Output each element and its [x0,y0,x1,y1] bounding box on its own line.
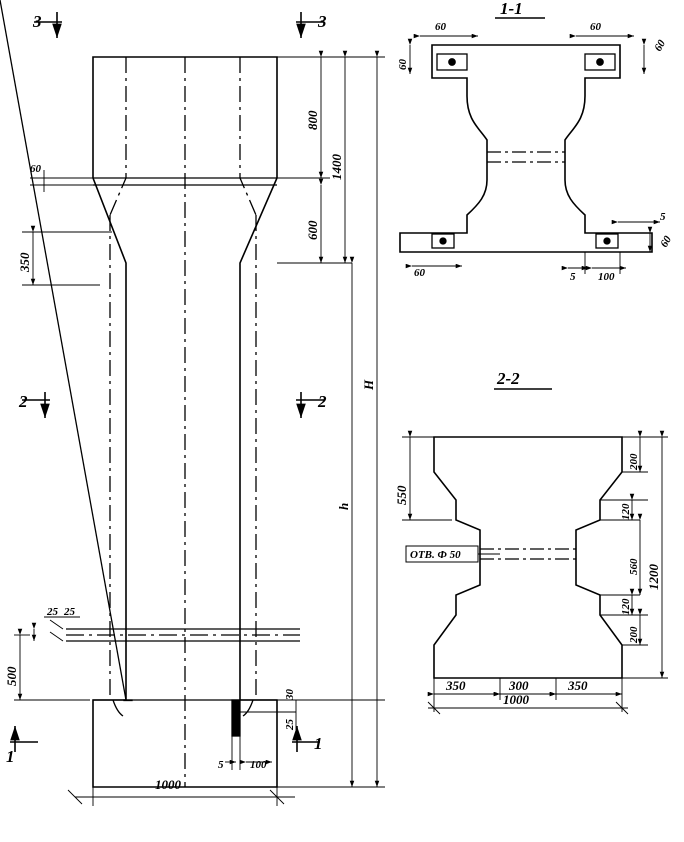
elevation-bottom-detail [0,0,277,736]
dim-60-right-vert: 60 [658,233,675,250]
dim-350-left: 350 [446,678,466,693]
section-1-1-title: 1-1 [500,0,523,18]
hole-note-label: ОТВ. Ф 50 [410,549,461,561]
elevation-bottom-dimensions [68,700,300,806]
section-mark-1-right-label: 1 [314,734,323,753]
dim-5-bottom: 5 [218,759,224,771]
elevation-left-dimensions [14,170,112,700]
dim-500: 500 [4,666,19,686]
dim-1000-section: 1000 [503,692,529,707]
dim-5-bottom-s1: 5 [570,271,576,283]
dim-60-bottom-left: 60 [414,267,425,279]
dim-60-top-left: 60 [435,21,446,33]
dim-200-top: 200 [628,453,640,470]
section-2-2-outline [434,437,622,678]
dim-600: 600 [305,220,320,240]
dim-25-b: 25 [64,606,75,618]
dim-H: H [361,379,376,390]
dim-30: 30 [284,689,296,700]
dim-300: 300 [509,678,529,693]
dim-1400: 1400 [329,154,344,180]
dim-560: 560 [628,558,640,575]
dim-5-right: 5 [660,211,666,223]
dim-1200: 1200 [646,564,661,590]
section-1-1-outline [400,45,652,252]
dim-800: 800 [305,110,320,130]
dim-60-top-left-vert: 60 [397,59,409,70]
section-1-1-hidden-lines [487,152,565,162]
dim-350-right: 350 [568,678,588,693]
elevation-mid-band [66,629,300,641]
dim-120-bottom: 120 [620,598,632,615]
dim-25-c: 25 [284,719,296,730]
dim-60-top-right: 60 [590,21,601,33]
section-mark-1-left-label: 1 [6,747,15,766]
elevation-hidden-lines [110,57,256,787]
section-mark-3-right-label: 3 [318,12,327,31]
dim-60-top: 60 [30,163,41,175]
section-1-1-dimensions [410,36,660,274]
dim-120-top: 120 [620,503,632,520]
dim-25-a: 25 [47,606,58,618]
dim-200-bottom: 200 [628,626,640,643]
dim-1000-elevation: 1000 [155,777,181,792]
dim-100-bottom-s1: 100 [598,271,615,283]
section-mark-3-left-label: 3 [33,12,42,31]
dim-550: 550 [394,485,409,505]
section-1-1-embedded-plates [432,54,618,248]
section-2-2-title: 2-2 [497,369,520,388]
dim-350: 350 [17,252,32,272]
section-mark-2-left-label: 2 [19,392,28,411]
section-mark-2-right-label: 2 [318,392,327,411]
dim-h: h [336,502,351,510]
dim-100-bottom: 100 [250,759,267,771]
dim-60-top-right-vert: 60 [652,37,669,54]
